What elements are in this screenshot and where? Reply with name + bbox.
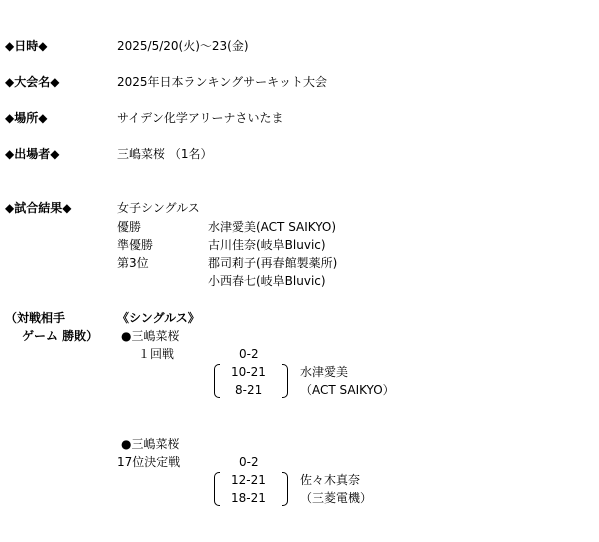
opponent-team: （ACT SAIKYO）	[300, 383, 395, 397]
match-total-score: 0-2	[239, 455, 259, 469]
game-score: 10-21	[231, 365, 266, 379]
opponent-name: 水津愛美	[300, 365, 349, 379]
right-bracket	[282, 364, 288, 398]
game-score: 18-21	[231, 491, 266, 505]
game-score: 8-21	[235, 383, 263, 397]
result-rank: 準優勝	[117, 238, 154, 252]
left-bracket	[214, 364, 220, 398]
opponents-label-line1: （対戦相手	[5, 311, 66, 325]
player-label: ◆出場者◆	[5, 147, 60, 161]
player-value: 三嶋菜桜 （1名）	[117, 147, 213, 161]
right-bracket	[282, 472, 288, 506]
result-rank: 第3位	[117, 256, 149, 270]
event-label: ◆大会名◆	[5, 75, 60, 89]
result-rank: 優勝	[117, 220, 142, 234]
left-bracket	[214, 472, 220, 506]
opponent-name: 佐々木真奈	[300, 473, 361, 487]
opponents-label-line2: ゲーム 勝敗）	[22, 329, 99, 343]
venue-label: ◆場所◆	[5, 111, 48, 125]
result-name: 古川佳奈(岐阜Bluvic)	[208, 238, 326, 252]
venue-value: サイデン化学アリーナさいたま	[117, 111, 284, 125]
opponents-category: 《シングルス》	[117, 311, 200, 325]
match-round: 17位決定戦	[117, 455, 181, 469]
date-label: ◆日時◆	[5, 39, 48, 53]
match-total-score: 0-2	[239, 347, 259, 361]
match-player: ●三嶋菜桜	[121, 437, 180, 451]
match-round: １回戦	[138, 347, 175, 361]
results-label: ◆試合結果◆	[5, 201, 72, 215]
game-score: 12-21	[231, 473, 266, 487]
results-category: 女子シングルス	[117, 201, 200, 215]
result-name: 水津愛美(ACT SAIKYO)	[208, 220, 337, 234]
date-value: 2025/5/20(火)～23(金)	[117, 39, 249, 53]
match-player: ●三嶋菜桜	[121, 329, 180, 343]
event-value: 2025年日本ランキングサーキット大会	[117, 75, 327, 89]
opponent-team: （三菱電機）	[300, 491, 373, 505]
result-name: 郡司莉子(再春館製薬所)	[208, 256, 338, 270]
result-name: 小西春七(岐阜Bluvic)	[208, 274, 326, 288]
